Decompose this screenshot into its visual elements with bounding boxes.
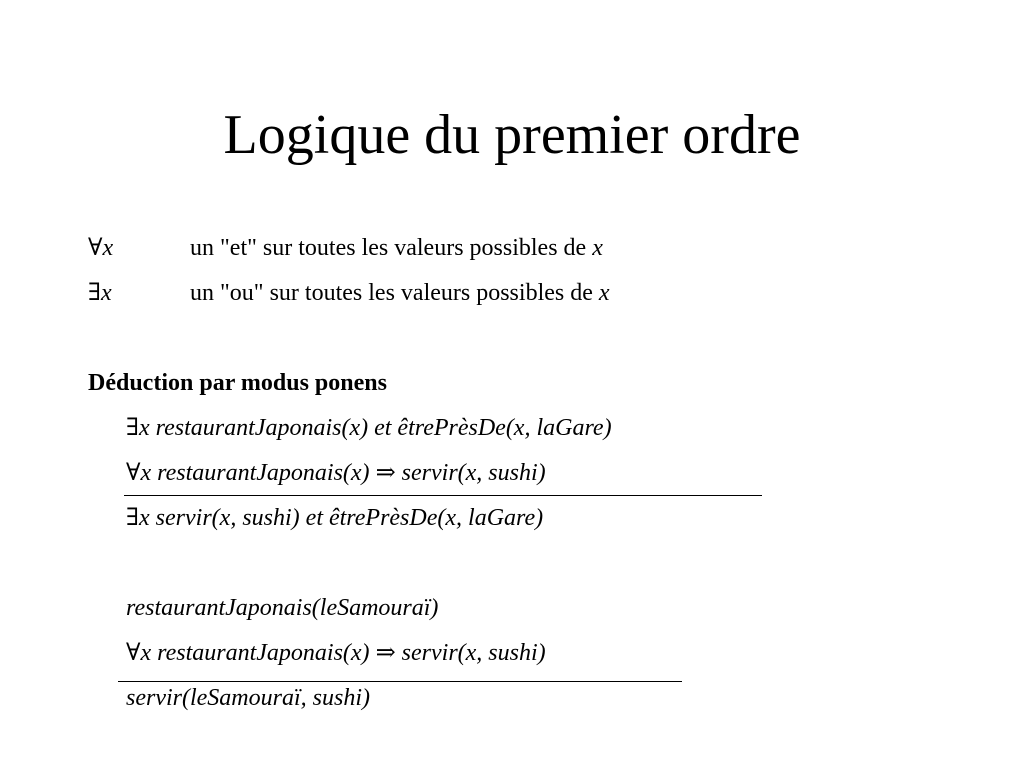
forall-description: [190, 233, 603, 263]
forall-quantifier: ∀: [126, 460, 141, 486]
forall-description-text: un "et" sur toutes les valeurs possibles de: [190, 235, 593, 261]
example2-conclusion: servir(leSamouraï, sushi): [126, 685, 370, 711]
forall-symbol: [88, 233, 113, 263]
page-title: Logique du premier ordre: [223, 104, 801, 166]
implies-icon: ⇒: [375, 640, 396, 666]
example1-premise1-text: x restaurantJaponais(x) et êtrePrèsDe(x, laGare): [139, 415, 612, 441]
example1-premise2-left: x restaurantJaponais(x): [140, 460, 376, 486]
inference-line-2: [118, 681, 682, 682]
implies-icon: ⇒: [375, 460, 396, 486]
forall-quantifier: ∀: [88, 235, 103, 261]
exists-variable: x: [101, 280, 112, 306]
example2-premise2-left: x restaurantJaponais(x): [140, 640, 376, 666]
deduction-heading: Déduction par modus ponens: [88, 370, 387, 396]
exists-quantifier: ∃: [126, 415, 140, 441]
exists-quantifier: ∃: [126, 505, 140, 531]
example1-premise2: [126, 458, 546, 488]
example2-premise1: restaurantJaponais(leSamouraï): [126, 595, 439, 621]
exists-quantifier: ∃: [88, 280, 102, 306]
example1-premise2-right: servir(x, sushi): [395, 460, 546, 486]
example1-conclusion: [126, 503, 543, 533]
example2-premise2-right: servir(x, sushi): [395, 640, 546, 666]
forall-variable: x: [102, 235, 114, 261]
exists-description-variable: x: [598, 280, 610, 306]
example1-conclusion-text: x servir(x, sushi) et êtrePrèsDe(x, laGare): [139, 505, 544, 531]
example1-premise1: [126, 413, 612, 443]
inference-line-1: [124, 495, 762, 496]
exists-description-text: un "ou" sur toutes les valeurs possibles de: [190, 280, 599, 306]
exists-description: [190, 278, 610, 308]
forall-quantifier: ∀: [126, 640, 141, 666]
exists-symbol: [88, 278, 112, 308]
example2-premise2: [126, 638, 546, 668]
forall-description-variable: x: [592, 235, 603, 261]
